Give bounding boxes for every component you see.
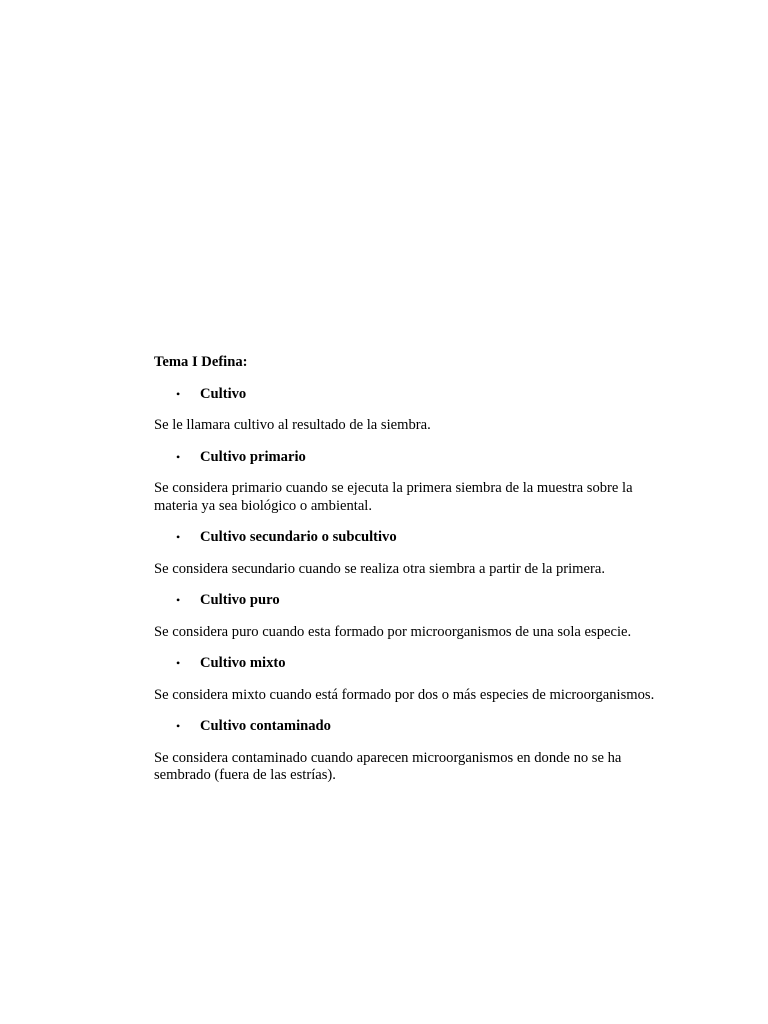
bullet-icon: • [176, 386, 181, 401]
term-label: Cultivo [200, 385, 247, 402]
definition-text: Se considera contaminado cuando aparecen microorganismos en donde no se ha sembrado (fuera de las estrías). [154, 749, 622, 783]
term-label: Cultivo mixto [200, 655, 286, 671]
term-label: Cultivo secundario o subcultivo [200, 529, 397, 545]
bullet-icon: • [176, 656, 181, 670]
document-body [154, 354, 659, 799]
bullet-icon: • [176, 530, 181, 544]
definition-text: Se le llamara cultivo al resultado de la siembra. [154, 417, 431, 433]
term-label: Cultivo contaminado [200, 718, 331, 734]
term-label: Cultivo primario [200, 448, 306, 465]
bullet-icon: • [176, 449, 181, 464]
definition-text: Se considera secundario cuando se realiza otra siembra a partir de la primera. [154, 560, 605, 577]
list-item-term [176, 449, 659, 467]
list-item-term [176, 386, 659, 404]
list-item-term [176, 529, 659, 547]
list-item-term [176, 655, 659, 673]
definition-text: Se considera puro cuando esta formado por microorganismos de una sola especie. [154, 623, 632, 640]
definition-text: Se considera primario cuando se ejecuta la primera siembra de la muestra sobre la materia ya sea biológico o ambiental. [154, 480, 633, 514]
bullet-icon: • [176, 593, 181, 607]
bullet-icon: • [176, 719, 181, 733]
definition-text: Se considera mixto cuando está formado por dos o más especies de microorganismos. [154, 686, 655, 703]
list-item-term [176, 718, 659, 736]
section-heading: Tema I Defina: [154, 354, 248, 370]
term-label: Cultivo puro [200, 592, 280, 608]
list-item-term [176, 592, 659, 610]
